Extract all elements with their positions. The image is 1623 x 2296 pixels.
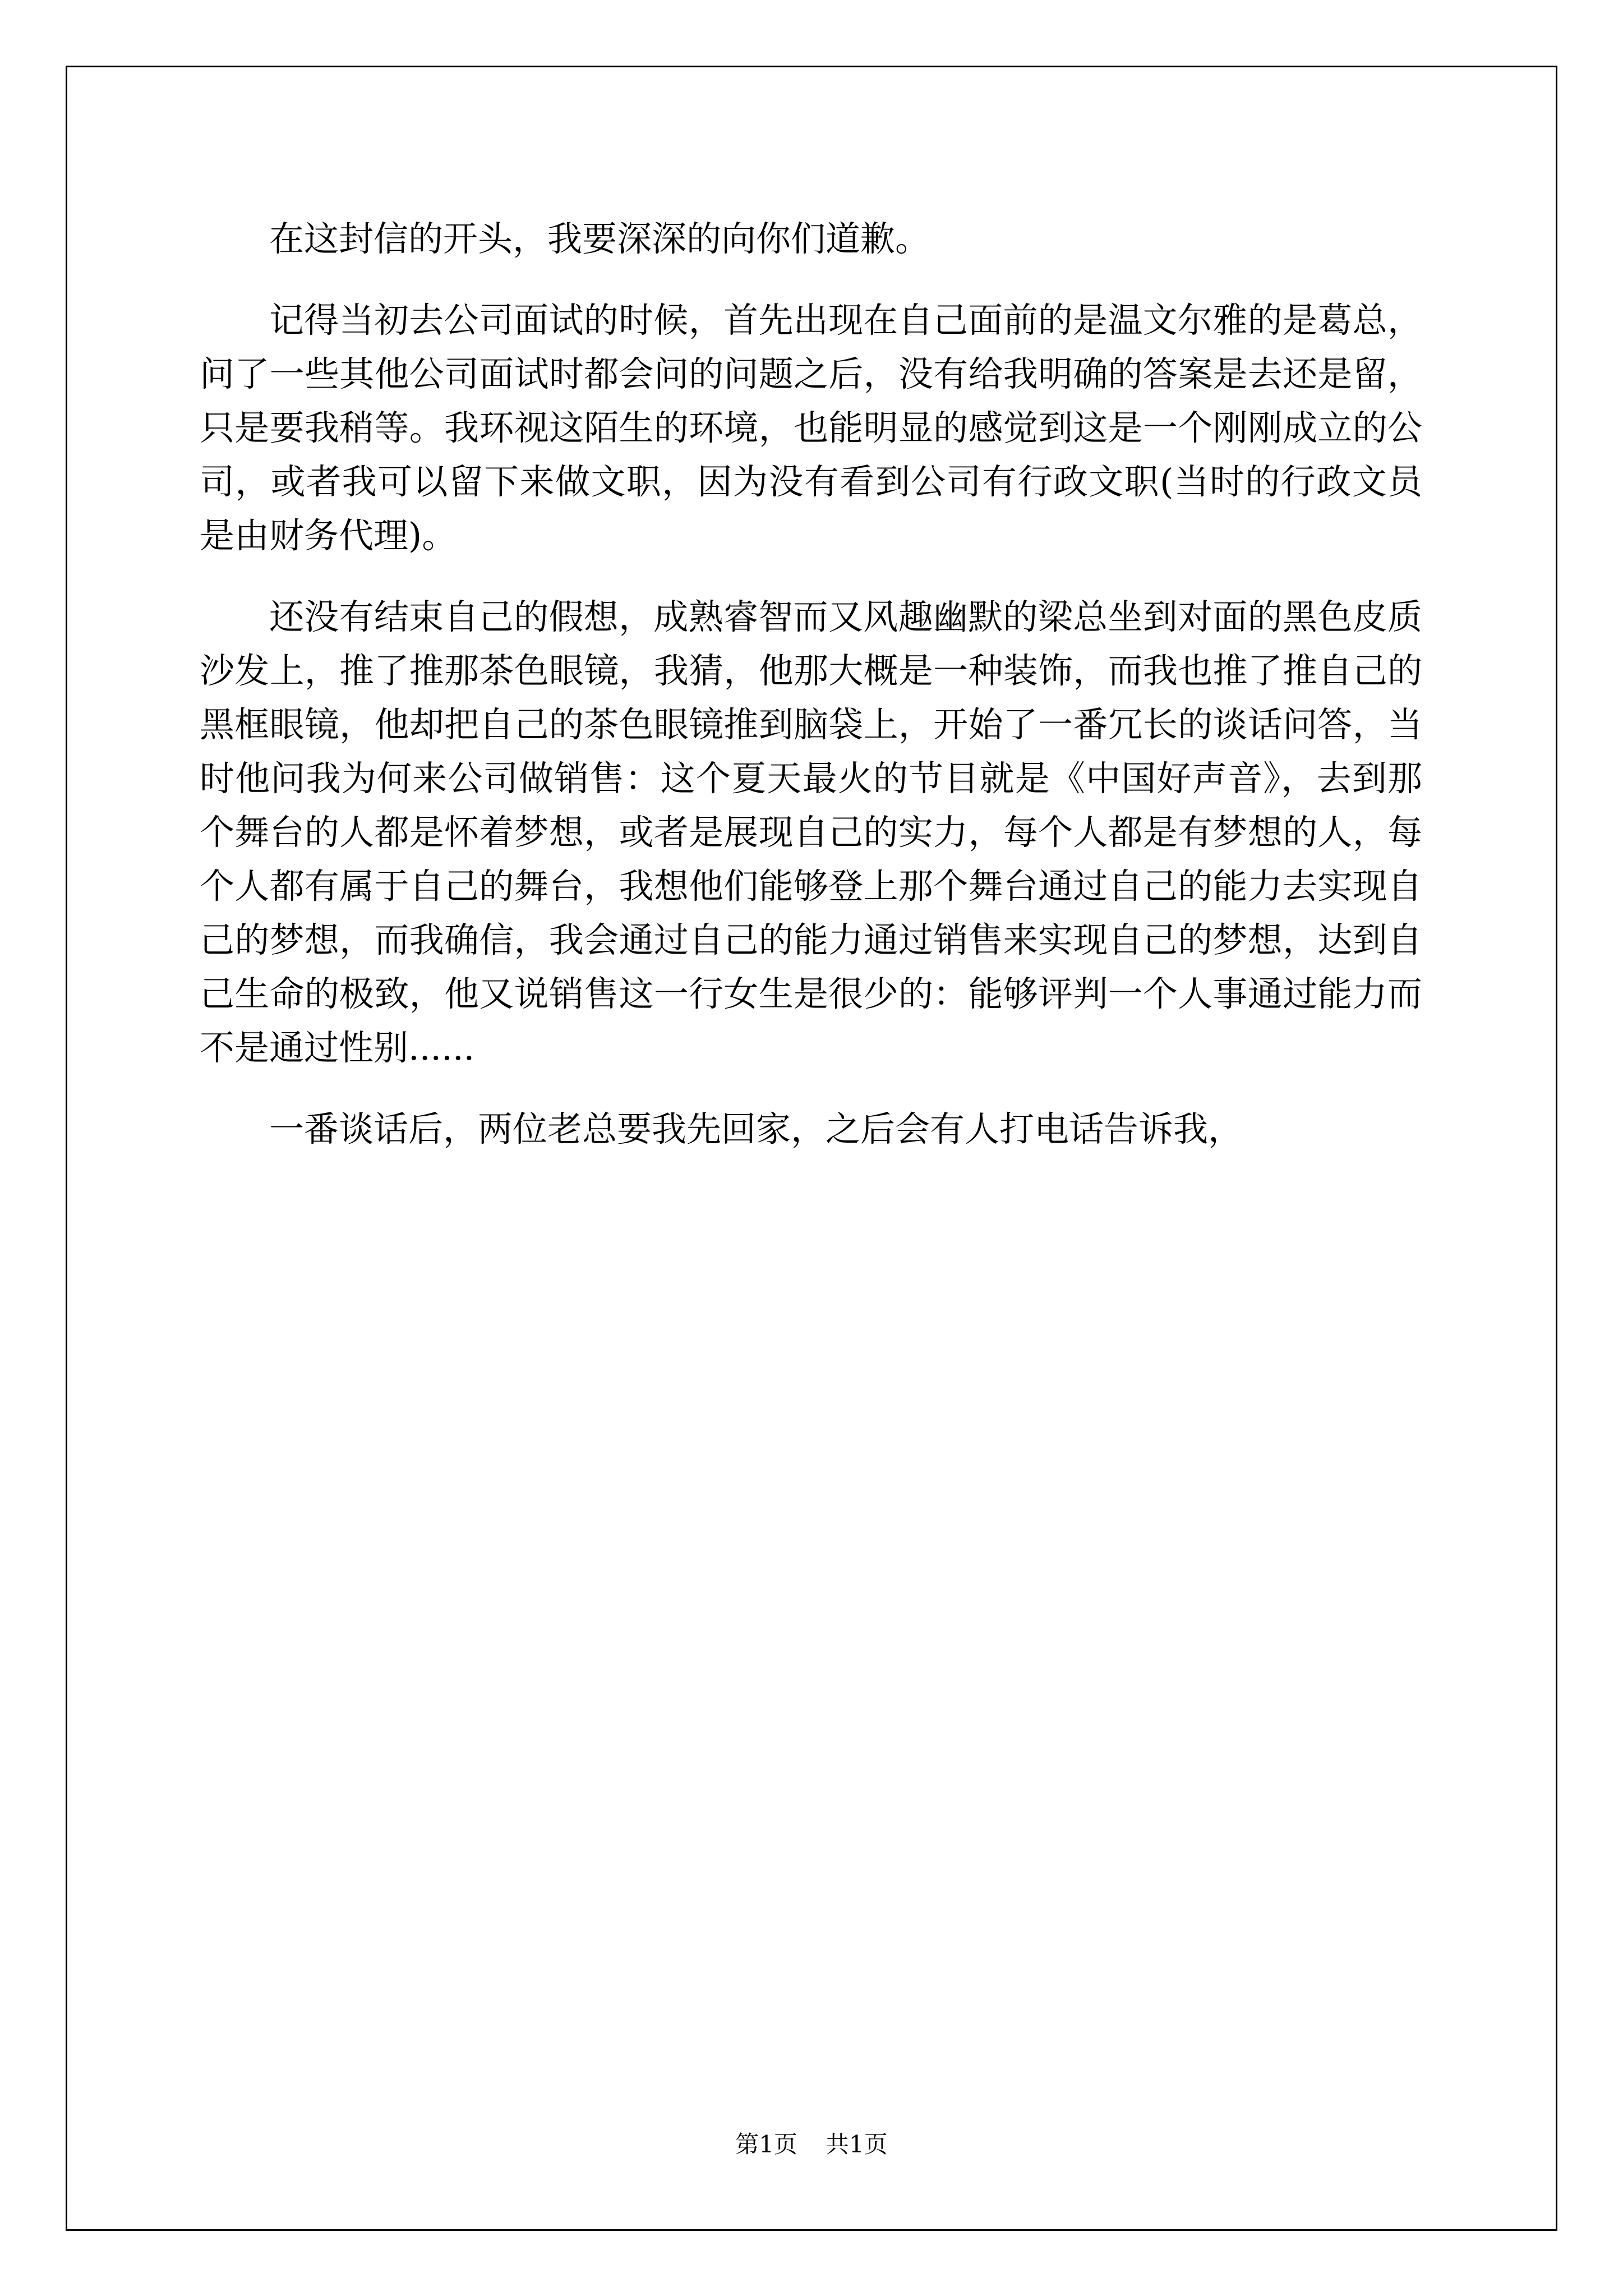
page-footer <box>0 2131 1623 2159</box>
paragraph-after-talk: 一番谈话后，两位老总要我先回家，之后会有人打电话告诉我， <box>269 1108 1243 1149</box>
page-number-total: 共1页 <box>826 2131 888 2158</box>
paragraph-conversation: 还没有结束自己的假想，成熟睿智而又风趣幽默的梁总坐到对面的黑色皮质沙发上，推了推那茶色眼镜，我猜，他那大概是一种装饰，而我也推了推自己的黑框眼镜，他却把自己的茶色眼镜推到脑袋上，开始了一番冗长的谈话问答，当时他问我为何来公司做销售：这个夏天最火的节目就是《中国好声音》，去到那个舞台的人都是怀着梦想，或者是展现自己的实力，每个人都是有梦想的人，每个人都有属于自己的舞台，我想他们能够登上那个舞台通过自己的能力去实现自己的梦想，而我确信，我会通过自己的能力通过销售来实现自己的梦想，达到自己生命的极致，他又说销售这一行女生是很少的：能够评判一个人事通过能力而不是通过性别...... <box>200 596 1422 1068</box>
document-body <box>200 212 1422 1156</box>
paragraph-opening: 在这封信的开头，我要深深的向你们道歉。 <box>269 218 930 259</box>
paragraph-interview: 记得当初去公司面试的时候，首先出现在自己面前的是温文尔雅的是葛总，问了一些其他公司面试时都会问的问题之后，没有给我明确的答案是去还是留，只是要我稍等。我环视这陌生的环境，也能明显的感觉到这是一个刚刚成立的公司，或者我可以留下来做文职，因为没有看到公司有行政文职(当时的行政文员是由财务代理)。 <box>200 300 1422 556</box>
page-number-current: 第1页 <box>735 2131 797 2158</box>
